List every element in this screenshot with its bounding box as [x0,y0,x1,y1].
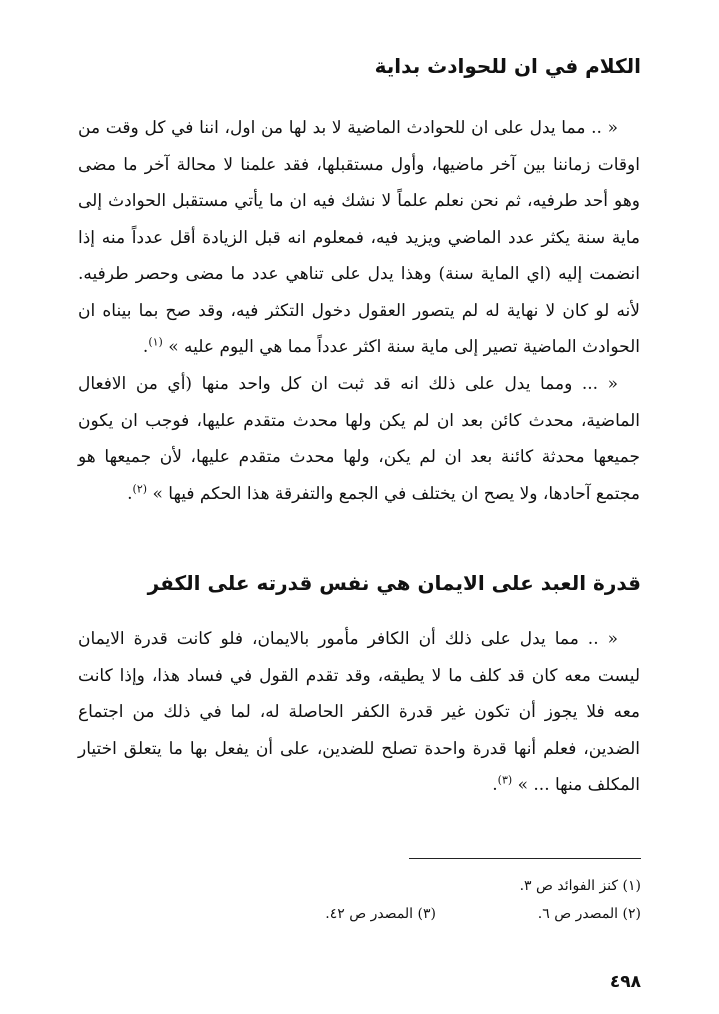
footnote-1 [520,876,641,896]
footnote-ref[interactable]: (٣) [497,773,513,787]
footnote-ref[interactable]: (١) [148,335,163,349]
quote-paragraph-2 [78,366,640,512]
footnote-text: المصدر ص ٤٢. [325,906,414,922]
footnote-3 [325,904,436,924]
footnote-number: (١) [622,878,641,894]
quote-paragraph-3 [78,621,640,804]
paragraph-end: . [492,775,498,795]
footnote-text: كنز الفوائد ص ٣. [519,878,619,894]
section-heading-2: قدرة العبد على الايمان هي نفس قدرته على الكفر [147,571,641,595]
quote-paragraph-1 [78,110,640,366]
footnote-text: المصدر ص ٦. [537,906,619,922]
paragraph-end: . [142,337,149,357]
paragraph-text: « ... ومما يدل على ذلك انه قد ثبت ان كل واحد منها (أي من الافعال الماضية، محدث كائن بعد ان لم يكن ولها محدث متقدم عليها، فوجب ان يكون جميعها محدثة كائنة بعد ان لم يكن، ولها محدث متقدم عليها، لأن جميعها هو مجتمع آحادها، ولا يصح ان يختلف في الجمع والتفرقة هذا الحكم فيها » [78,374,640,504]
footnote-ref[interactable]: (٢) [132,481,148,495]
section-heading-1: الكلام في ان للحوادث بداية [374,54,641,78]
footnote-number: (٢) [622,906,641,922]
footnote-number: (٣) [417,906,436,922]
paragraph-text: « .. مما يدل على ذلك أن الكافر مأمور بالايمان، فلو كانت قدرة الايمان ليست معه كان قد كلف ما لا يطيقه، وقد تقدم القول في فساد هذا، وإذا كانت معه فلا يجوز أن تكون غير قدرة الكفر الحاصلة له، لما في ذلك من اجتماع الضدين، فعلم أنها قدرة واحدة تصلح للضدين، على أن يفعل بها ما يتعلق اختيار المكلف منها ... » [78,629,640,795]
paragraph-text: « .. مما يدل على ان للحوادث الماضية لا بد لها من اول، اننا في كل وقت من اوقات زماننا بين آخر ماضيها، وأول مستقبلها، فقد علمنا لا محالة آخر ما مضى وهو أحد طرفيه، ثم نحن نعلم علماً لا نشك فيه ان ما يأتي مستقبل الحوادث إلى ماية سنة يكثر عدد الماضي ويزيد فيه، فمعلوم انه قبل الزيادة أقل عدداً منه إذا انضمت إليه (اي الماية سنة) وهذا يدل على تناهي عدد ما مضى وحصر طرفيه. لأنه لو كان لا نهاية له لم يتصور العقول دخول التكثر فيه، وقد صح بما بيناه ان الحوادث الماضية تصير إلى ماية سنة اكثر عدداً مما هي اليوم عليه » [78,118,640,357]
footnote-divider [409,858,641,859]
page-number: ٤٩٨ [609,972,641,992]
paragraph-end: . [127,483,133,504]
footnote-2 [538,904,641,924]
